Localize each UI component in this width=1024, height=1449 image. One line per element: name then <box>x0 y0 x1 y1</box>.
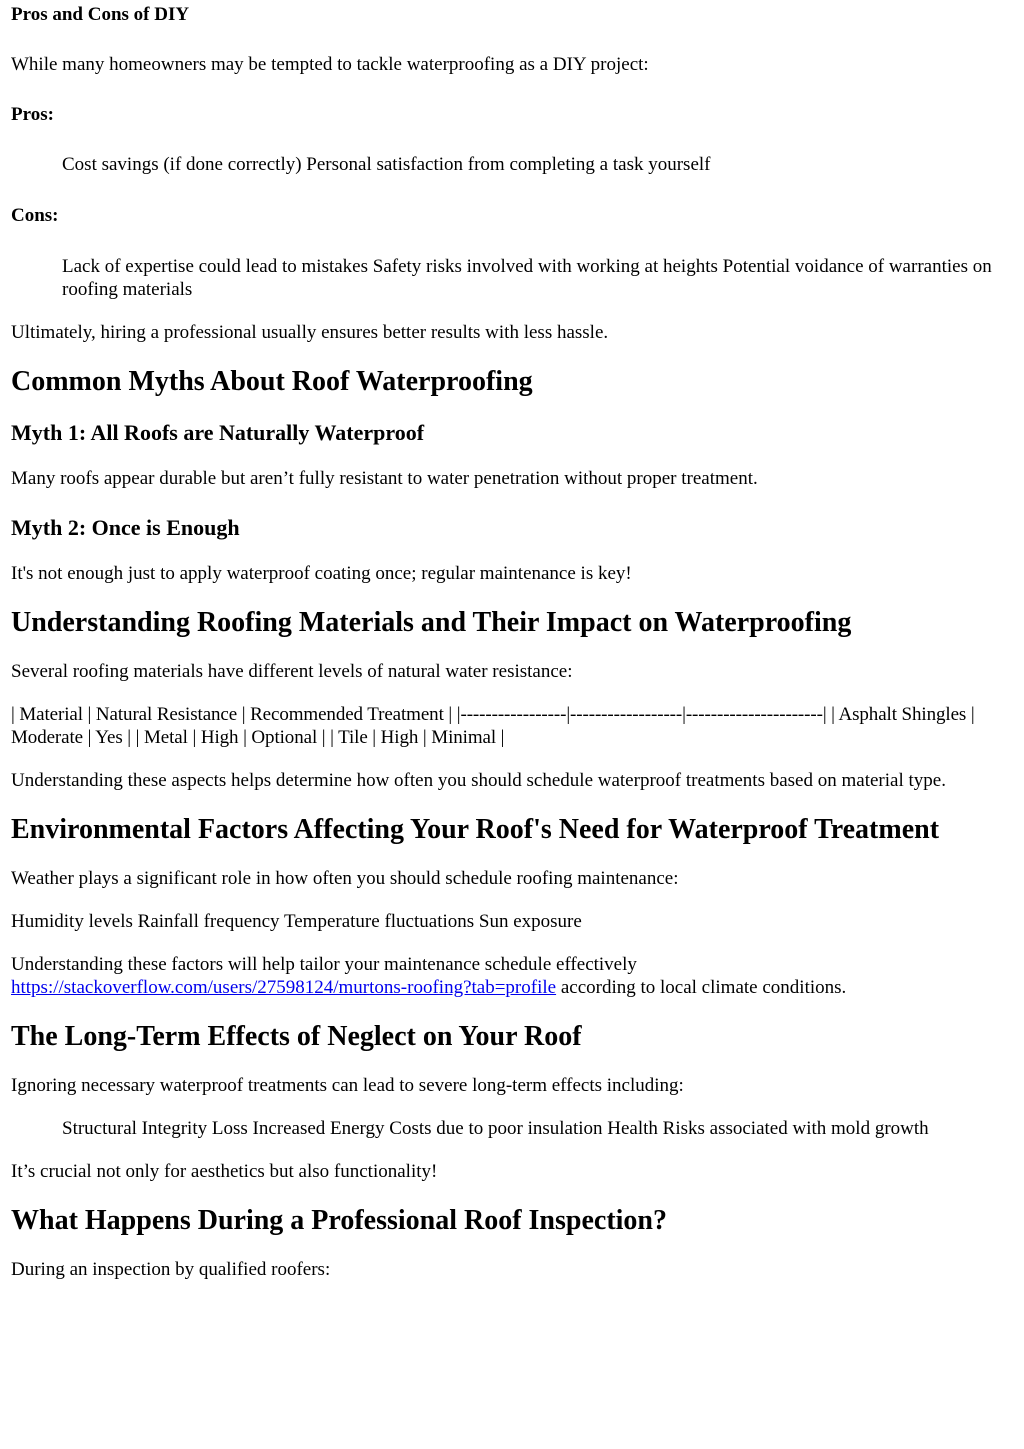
environment-conclusion-after: according to local climate conditions. <box>556 977 847 998</box>
neglect-conclusion: It’s crucial not only for aesthetics but also functionality! <box>11 1161 438 1182</box>
myth1-text: Many roofs appear durable but aren’t fully resistant to water penetration without proper treatment. <box>11 468 758 489</box>
cons-label: Cons: <box>11 205 59 226</box>
pros-label: Pros: <box>11 104 54 125</box>
myth2-text: It's not enough just to apply waterproof coating once; regular maintenance is key! <box>11 563 632 584</box>
pros-cons-conclusion: Ultimately, hiring a professional usually ensures better results with less hassle. <box>11 322 609 343</box>
environment-factors: Humidity levels Rainfall frequency Temperature fluctuations Sun exposure <box>11 911 582 932</box>
cons-list: Lack of expertise could lead to mistakes Safety risks involved with working at heights Potential voidance of warranties on roofing materials <box>62 256 992 300</box>
myth2-heading: Myth 2: Once is Enough <box>11 515 240 540</box>
environment-intro: Weather plays a significant role in how often you should schedule roofing maintenance: <box>11 868 679 889</box>
neglect-effects: Structural Integrity Loss Increased Energy Costs due to poor insulation Health Risks associated with mold growth <box>62 1118 929 1139</box>
neglect-heading: The Long-Term Effects of Neglect on Your Roof <box>11 1021 582 1052</box>
pros-cons-heading: Pros and Cons of DIY <box>11 4 190 25</box>
myths-heading: Common Myths About Roof Waterproofing <box>11 366 533 397</box>
materials-table-text: | Material | Natural Resistance | Recommended Treatment | |-----------------|------------------|----------------------| | Asphalt Shingles | Moderate | Yes | | Metal | High | Optional | | Tile | High | Minimal | <box>11 704 975 748</box>
pros-list: Cost savings (if done correctly) Personal satisfaction from completing a task yourself <box>62 154 711 175</box>
myth1-heading: Myth 1: All Roofs are Naturally Waterproof <box>11 420 425 445</box>
environment-heading: Environmental Factors Affecting Your Roof's Need for Waterproof Treatment <box>11 814 940 845</box>
neglect-intro: Ignoring necessary waterproof treatments can lead to severe long-term effects including: <box>11 1075 684 1096</box>
materials-conclusion: Understanding these aspects helps determine how often you should schedule waterproof treatments based on material type. <box>11 770 946 791</box>
materials-intro: Several roofing materials have different levels of natural water resistance: <box>11 661 573 682</box>
environment-conclusion-before: Understanding these factors will help tailor your maintenance schedule effectively <box>11 954 637 975</box>
article <box>0 3 1024 1281</box>
inspection-heading: What Happens During a Professional Roof Inspection? <box>11 1205 668 1236</box>
materials-heading: Understanding Roofing Materials and Their Impact on Waterproofing <box>11 607 852 638</box>
pros-cons-intro: While many homeowners may be tempted to tackle waterproofing as a DIY project: <box>11 54 649 75</box>
profile-link[interactable]: https://stackoverflow.com/users/27598124/murtons-roofing?tab=profile <box>11 977 557 998</box>
environment-conclusion <box>11 953 1013 999</box>
inspection-intro: During an inspection by qualified roofers: <box>11 1259 331 1280</box>
